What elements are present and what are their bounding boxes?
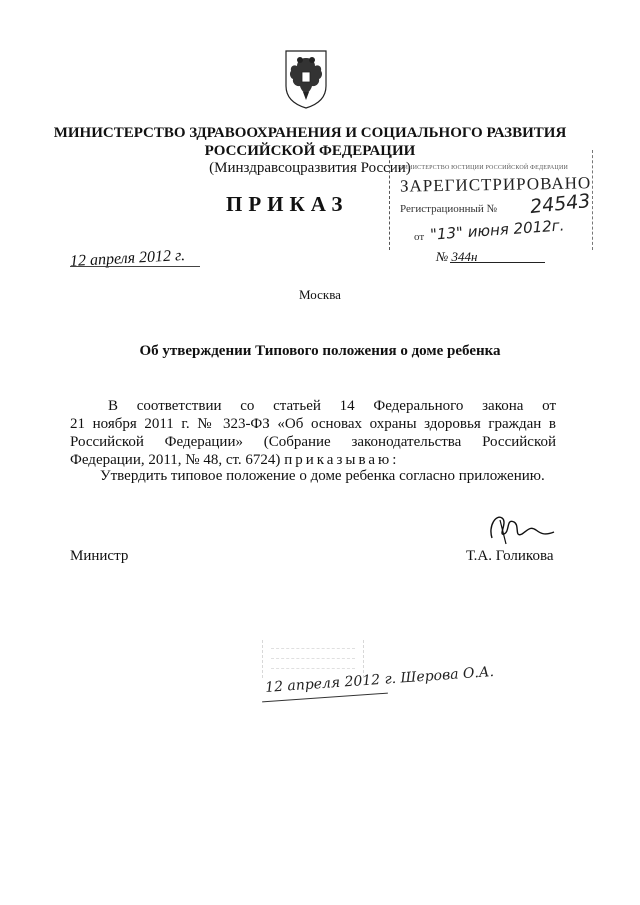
- stamp-title: ЗАРЕГИСТРИРОВАНО: [399, 173, 592, 196]
- body-line-4-text: Федерации, 2011, № 48, ст. 6724): [70, 452, 281, 468]
- signatory-name: Т.А. Голикова: [466, 548, 554, 564]
- order-number: № 344н: [436, 249, 478, 264]
- body-line-3: Российской Федерации» (Собрание законодательства Российской: [70, 434, 556, 450]
- handwritten-note: 12 апреля 2012 г. Шерова О.А.: [264, 664, 495, 696]
- stamp-registration-number: 24543: [529, 189, 592, 219]
- body-line-4: [70, 451, 556, 469]
- stamp-registration-label: Регистрационный №: [400, 203, 498, 215]
- order-title: Об утверждении Типового положения о доме ребенка: [139, 343, 501, 359]
- order-verb: приказываю:: [284, 452, 400, 468]
- body-line-2: 21 ноября 2011 г. № 323-ФЗ «Об основах охраны здоровья граждан в: [70, 416, 556, 432]
- decree-text: Утвердить типовое положение о доме ребенка согласно приложению.: [100, 468, 545, 484]
- order-date: 12 апреля 2012 г.: [69, 246, 186, 271]
- ministry-short-name: (Минздравсоцразвития России): [209, 160, 411, 176]
- stamp-organization: МИНИСТЕРСТВО ЮСТИЦИИ РОССИЙСКОЙ ФЕДЕРАЦИИ: [398, 165, 569, 171]
- ministry-name-line2: РОССИЙСКОЙ ФЕДЕРАЦИИ: [204, 143, 416, 159]
- stamp-date-label: от: [414, 231, 425, 243]
- body-line-1: В соответствии со статьей 14 Федерального закона от: [108, 398, 556, 414]
- city: Москва: [299, 287, 341, 302]
- body-paragraph: [70, 397, 556, 469]
- order-date-underline: [70, 266, 200, 267]
- coat-of-arms-icon: [283, 48, 329, 110]
- ministry-name-line1: МИНИСТЕРСТВО ЗДРАВООХРАНЕНИЯ И СОЦИАЛЬНОГО РАЗВИТИЯ: [53, 125, 567, 141]
- document-type-heading: ПРИКАЗ: [226, 192, 349, 216]
- faint-stamp-mark: [262, 640, 364, 678]
- stamp-registration-date: "13" июня 2012г.: [429, 216, 565, 244]
- order-number-underline: [450, 262, 545, 263]
- signature-icon: [484, 508, 564, 548]
- signatory-title: Министр: [70, 548, 129, 564]
